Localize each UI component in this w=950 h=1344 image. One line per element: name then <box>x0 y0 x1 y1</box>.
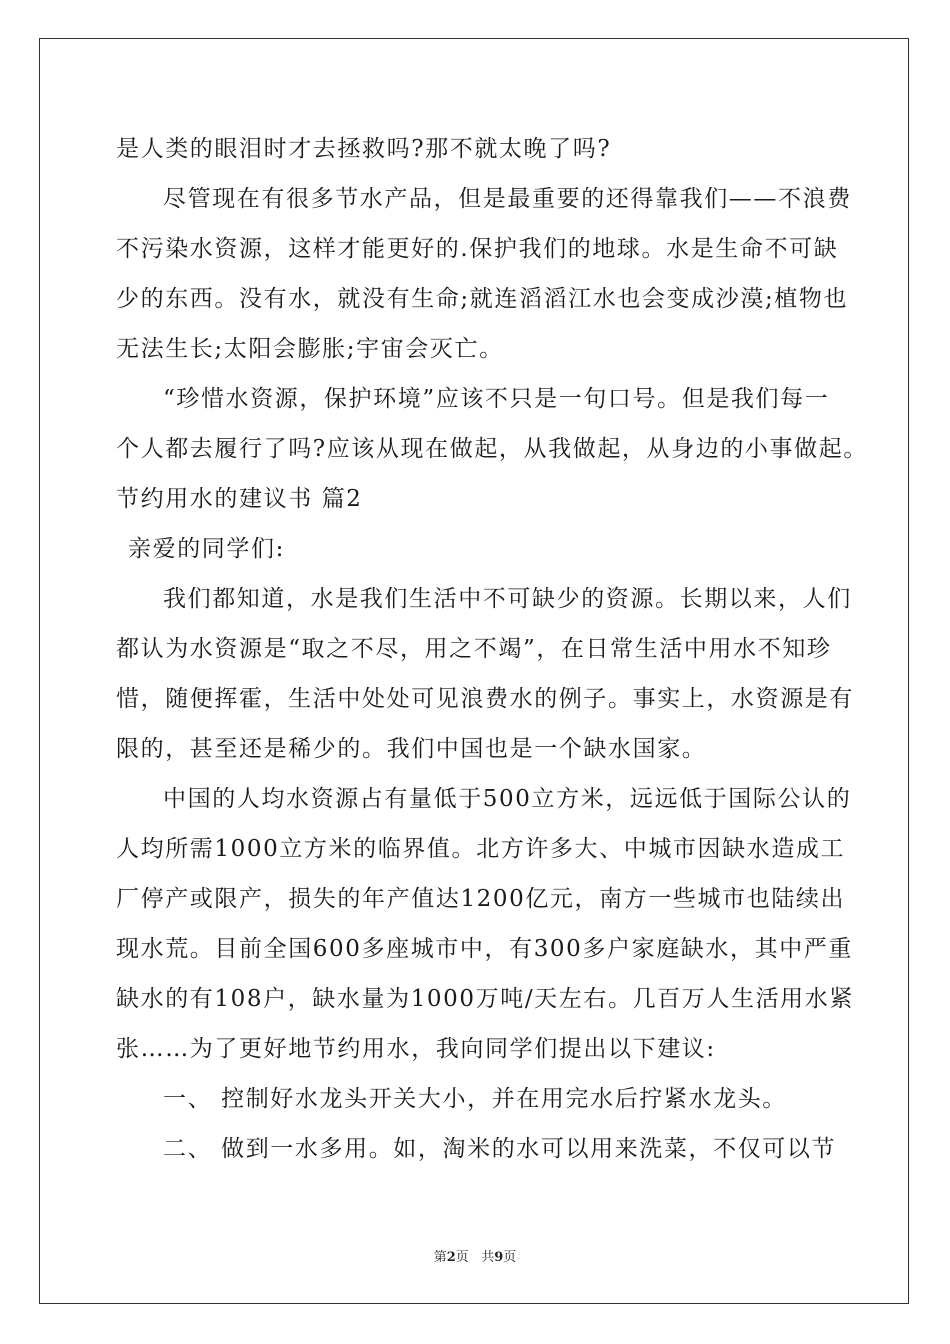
text-line: 人均所需1000立方米的临界值。北方许多大、中城市因缺水造成工 <box>116 836 846 862</box>
page-footer <box>0 1246 950 1265</box>
page-prefix: 第 <box>433 1250 447 1265</box>
text-line: 缺水的有108户，缺水量为1000万吨/天左右。几百万人生活用水紧 <box>116 986 854 1012</box>
section-heading: 节约用水的建议书 篇2 <box>116 486 363 512</box>
text-line: 都认为水资源是“取之不尽，用之不竭”，在日常生活中用水不知珍 <box>116 636 832 662</box>
page-suffix: 页 <box>455 1250 469 1265</box>
page-number: 2 <box>446 1250 456 1265</box>
total-pages: 9 <box>494 1250 504 1265</box>
text-line: 厂停产或限产，损失的年产值达1200亿元，南方一些城市也陆续出 <box>116 886 846 912</box>
paragraph-start: 中国的人均水资源占有量低于500立方米，远远低于国际公认的 <box>163 786 852 812</box>
total-prefix: 共 <box>481 1250 495 1265</box>
list-item: 二、 做到一水多用。如，淘米的水可以用来洗菜，不仅可以节 <box>163 1136 837 1162</box>
salutation: 亲爱的同学们: <box>128 536 285 562</box>
paragraph-start: 我们都知道，水是我们生活中不可缺少的资源。长期以来，人们 <box>163 586 852 612</box>
text-line: 是人类的眼泪时才去拯救吗?那不就太晚了吗? <box>116 136 612 162</box>
text-line: 无法生长;太阳会膨胀;宇宙会灭亡。 <box>116 336 504 362</box>
paragraph-start: “珍惜水资源，保护环境”应该不只是一句口号。但是我们每一 <box>163 386 830 412</box>
text-line: 现水荒。目前全国600多座城市中，有300多户家庭缺水，其中严重 <box>116 936 853 962</box>
total-suffix: 页 <box>503 1250 517 1265</box>
text-line: 惜，随便挥霍，生活中处处可见浪费水的例子。事实上，水资源是有 <box>116 686 854 712</box>
list-item: 一、 控制好水龙头开关大小，并在用完水后拧紧水龙头。 <box>163 1086 787 1112</box>
text-line: 张……为了更好地节约用水，我向同学们提出以下建议: <box>116 1036 716 1062</box>
text-line: 不污染水资源，这样才能更好的.保护我们的地球。水是生命不可缺 <box>116 236 839 262</box>
document-body <box>116 124 868 1174</box>
paragraph-start: 尽管现在有很多节水产品，但是最重要的还得靠我们——不浪费 <box>163 186 852 212</box>
text-line: 个人都去履行了吗?应该从现在做起，从我做起，从身边的小事做起。 <box>116 436 868 462</box>
text-line: 少的东西。没有水，就没有生命;就连滔滔江水也会变成沙漠;植物也 <box>116 286 849 312</box>
text-line: 限的，甚至还是稀少的。我们中国也是一个缺水国家。 <box>116 736 707 762</box>
